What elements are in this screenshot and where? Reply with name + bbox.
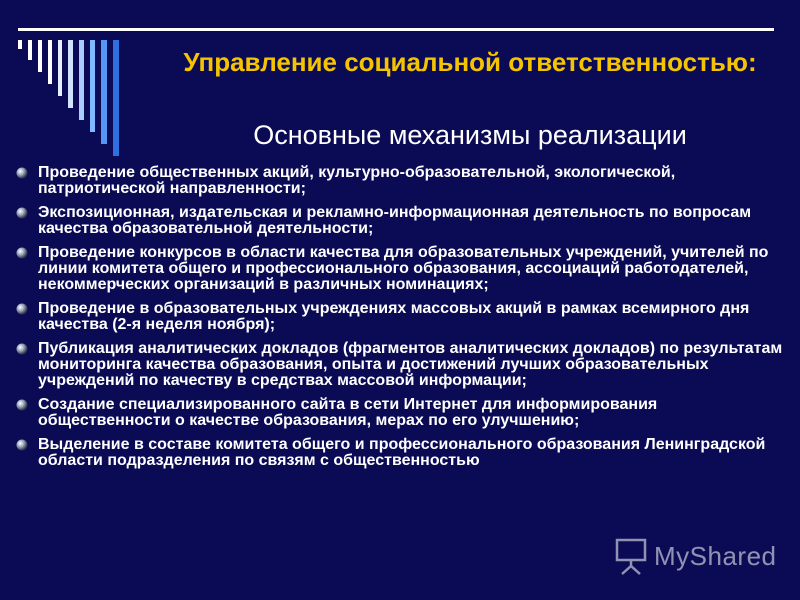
bullet-text: Проведение конкурсов в области качества для образовательных учреждений, учителей по линии комитета общего и профессионального образования, ассоциаций работодателей, некоммерческих организаций в различных номинациях; xyxy=(38,244,769,293)
bullet-item xyxy=(14,341,784,389)
deco-bar xyxy=(48,40,52,84)
bullet-item xyxy=(14,205,784,237)
bullet-text: Проведение в образовательных учреждениях массовых акций в рамках всемирного дня качества (2-я неделя ноября); xyxy=(38,300,750,333)
decorative-bars xyxy=(0,0,140,170)
deco-bar xyxy=(18,40,22,49)
sphere-bullet-icon xyxy=(16,439,28,451)
presentation-board-icon xyxy=(614,537,648,575)
bullet-text: Выделение в составе комитета общего и профессионального образования Ленинградской области подразделения по связям с общественностью xyxy=(38,436,766,469)
sphere-bullet-icon xyxy=(16,167,28,179)
sphere-bullet-icon xyxy=(16,247,28,259)
sphere-bullet-icon xyxy=(16,207,28,219)
deco-bar xyxy=(38,40,42,72)
deco-bar xyxy=(101,40,107,144)
bullet-list xyxy=(14,165,784,477)
sphere-bullet-icon xyxy=(16,343,28,355)
bullet-item xyxy=(14,301,784,333)
bullet-item xyxy=(14,397,784,429)
slide-subtitle: Основные механизмы реализации xyxy=(253,120,687,150)
bullet-item xyxy=(14,437,784,469)
bullet-text: Публикация аналитических докладов (фрагментов аналитических докладов) по результатам мониторинга качества образования, опыта и достижений лучших образовательных учреждений по качеству в средствах массовой информации; xyxy=(38,340,783,389)
sphere-bullet-icon xyxy=(16,399,28,411)
slide-title: Управление социальной ответственностью: xyxy=(183,47,757,77)
deco-bar xyxy=(113,40,119,156)
sphere-bullet-icon xyxy=(16,303,28,315)
bullet-item xyxy=(14,165,784,197)
deco-bar xyxy=(28,40,32,60)
bullet-text: Создание специализированного сайта в сети Интернет для информирования общественности о качестве образования, мерах по его улучшению; xyxy=(38,396,658,429)
deco-bar xyxy=(90,40,95,132)
top-rule xyxy=(18,28,774,31)
deco-bar xyxy=(68,40,73,108)
bullet-text: Проведение общественных акций, культурно-образовательной, экологической, патриотической направленности; xyxy=(38,164,676,197)
watermark-text: MyShared xyxy=(654,541,777,571)
bullet-text: Экспозиционная, издательская и рекламно-информационная деятельность по вопросам качества образовательной деятельности; xyxy=(38,204,752,237)
deco-bar xyxy=(79,40,84,120)
bullet-item xyxy=(14,245,784,293)
watermark xyxy=(614,537,794,577)
deco-bar xyxy=(58,40,62,96)
